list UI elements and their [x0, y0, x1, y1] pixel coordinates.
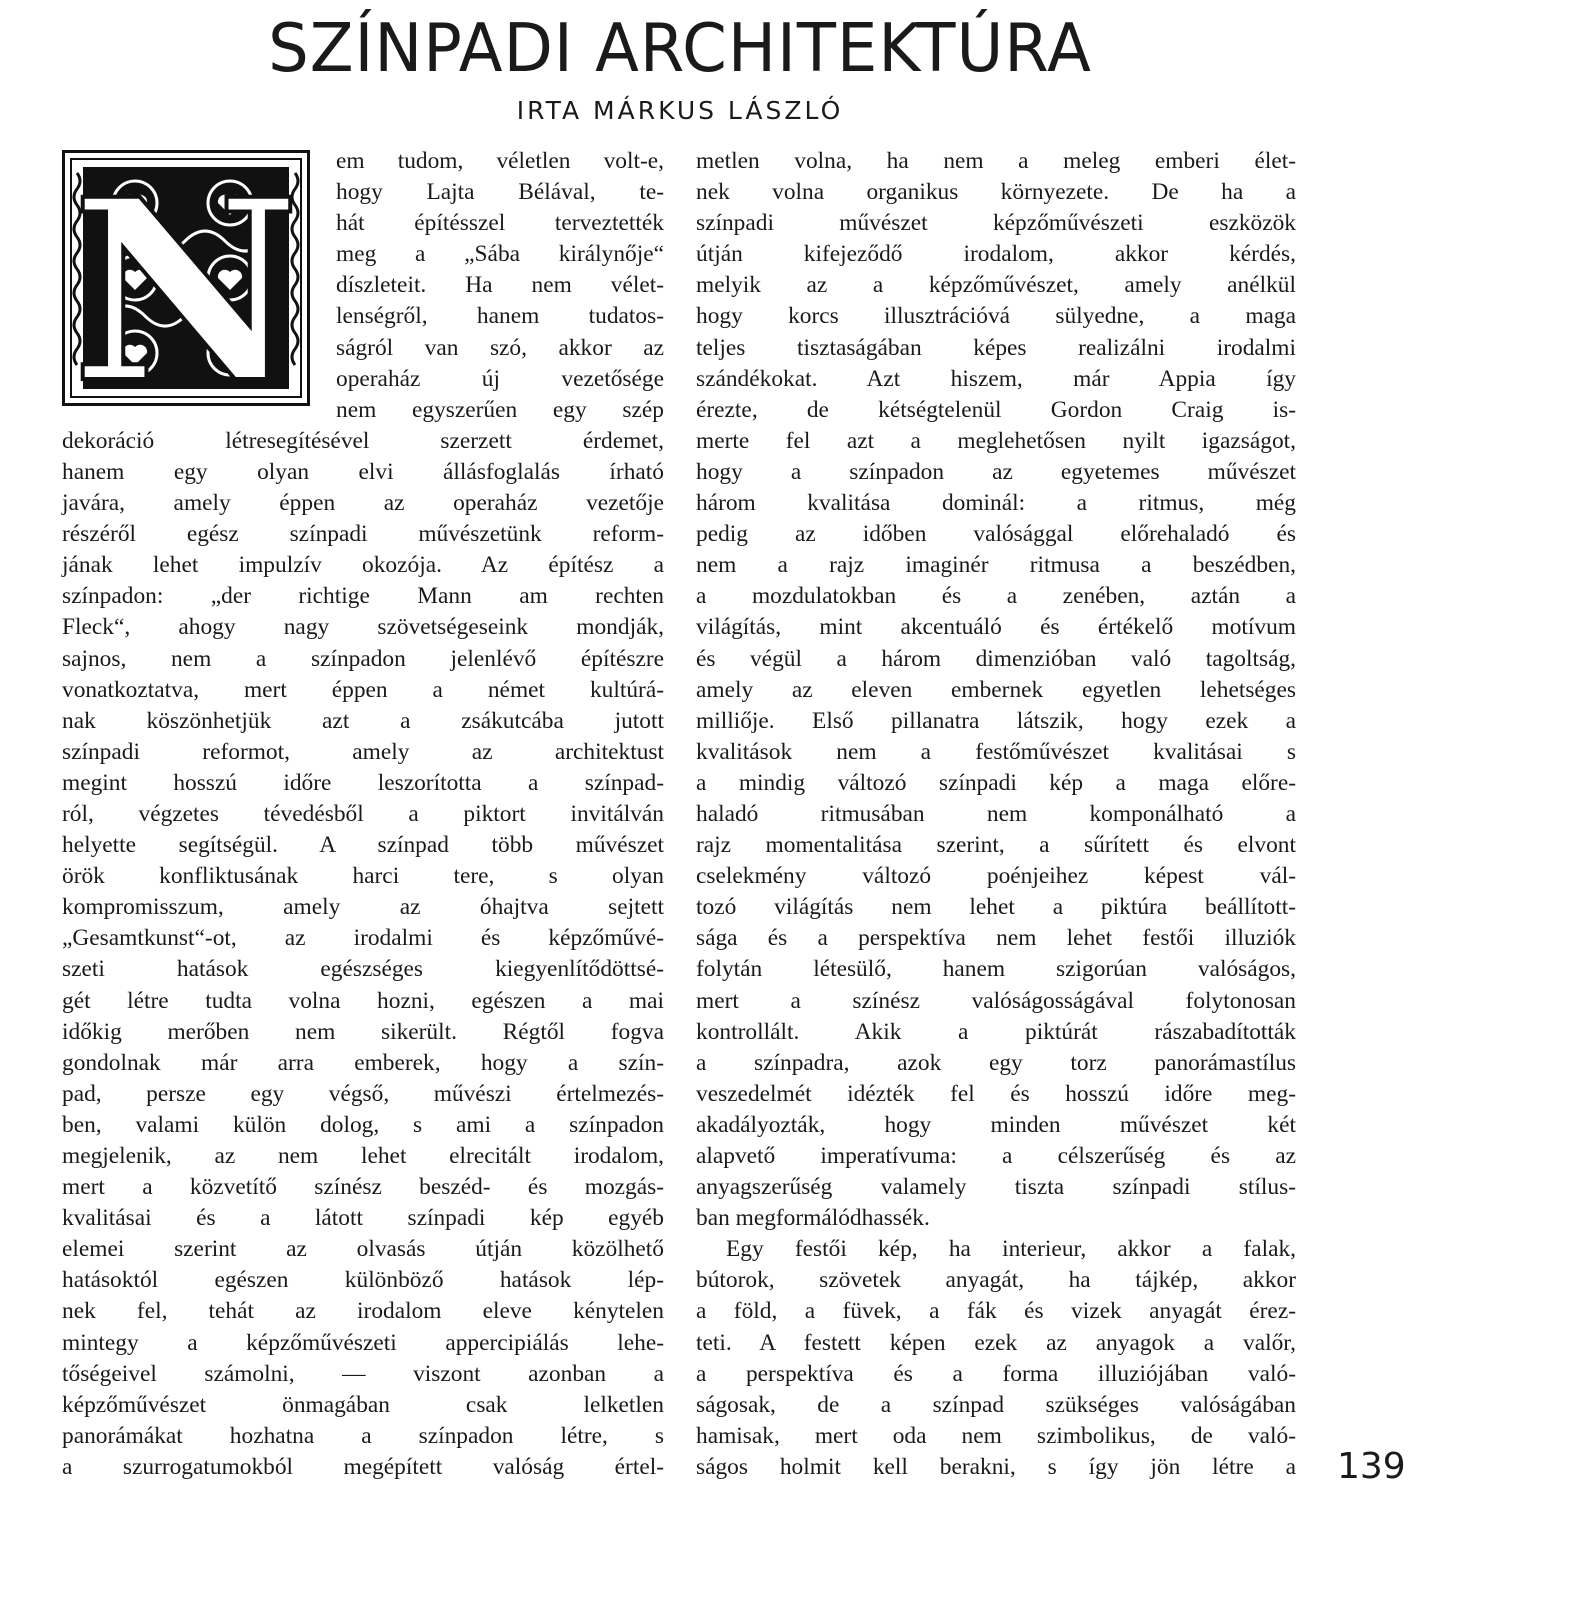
text-line: akadályozták, hogy minden művészet két — [696, 1111, 1296, 1138]
page-number: 139 — [1337, 1446, 1406, 1487]
text-line: hamisak, mert oda nem szimbolikus, de való- — [696, 1422, 1296, 1449]
column-right — [696, 146, 1296, 1483]
text-line: hogy Lajta Bélával, te- — [336, 179, 664, 206]
text-line: metlen volna, ha nem a meleg emberi élet- — [696, 148, 1296, 174]
svg-text:N: N — [71, 153, 301, 403]
text-line: anyagszerűség valamely tiszta színpadi stílus- — [696, 1174, 1296, 1201]
text-line: útján kifejeződő irodalom, akkor kérdés, — [696, 241, 1296, 268]
text-line: világítás, mint akcentuáló és értékelő motívum — [696, 614, 1296, 641]
text-line: díszleteit. Ha nem vélet- — [336, 272, 664, 299]
text-line: veszedelmét idézték fel és hosszú időre meg- — [696, 1080, 1296, 1107]
text-line: milliője. Első pillanatra látszik, hogy ezek a — [696, 707, 1296, 734]
text-line: színpadi művészet képzőművészeti eszközök — [696, 210, 1296, 237]
text-line: ságról van szó, akkor az — [336, 334, 664, 361]
text-line: sajnos, nem a színpadon jelenlévő építészre — [62, 645, 664, 672]
text-line: merte fel azt a meglehetősen nyilt igazságot, — [696, 427, 1296, 454]
text-line: Egy festői kép, ha interieur, akkor a falak, — [726, 1236, 1296, 1263]
text-line: nem egyszerűen egy szép — [336, 396, 664, 423]
text-line: tőségeivel számolni, — viszont azonban a — [62, 1360, 664, 1387]
text-line: a mindig változó színpadi kép a maga előre- — [696, 769, 1296, 796]
text-line: kvalitások nem a festőművészet kvalitásai s — [696, 738, 1296, 765]
text-line: színpadon: „der richtige Mann am rechten — [62, 583, 664, 610]
text-line: helyette segítségül. A színpad több művészet — [62, 832, 664, 859]
text-line: három kvalitása dominál: a ritmus, még — [696, 490, 1296, 517]
text-line: a mozdulatokban és a zenében, aztán a — [696, 583, 1296, 610]
text-line: teljes tisztaságában képes realizálni irodalmi — [696, 334, 1296, 361]
text-line: sága és a perspektíva nem lehet festői illuziók — [696, 925, 1296, 952]
text-line: lenségről, hanem tudatos- — [336, 303, 664, 330]
text-line: folytán létesülő, hanem szigorúan valóságos, — [696, 956, 1296, 983]
text-line: operaház új vezetősége — [336, 365, 664, 392]
text-line: kvalitásai és a látott színpadi kép egyéb — [62, 1205, 664, 1232]
text-line: színpadi reformot, amely az architektust — [62, 738, 664, 765]
text-line: pad, persze egy végső, művészi értelmezés- — [62, 1080, 664, 1107]
text-line: „Gesamtkunst“-ot, az irodalmi és képzőművé- — [62, 925, 664, 952]
text-line: rajz momentalitása szerint, a sűrített és elvont — [696, 832, 1296, 859]
text-line: hogy korcs illusztrációvá sülyedne, a maga — [696, 303, 1296, 330]
text-line: kontrollált. Akik a piktúrát rászabadították — [696, 1018, 1296, 1045]
text-line: hanem egy olyan elvi állásfoglalás írható — [62, 458, 664, 485]
text-line: bútorok, szövetek anyagát, ha tájkép, akkor — [696, 1267, 1296, 1294]
column-left — [62, 146, 664, 1483]
text-line: hogy a színpadon az egyetemes művészet — [696, 458, 1296, 485]
text-line: nem a rajz imaginér ritmusa a beszédben, — [696, 552, 1296, 579]
text-line: haladó ritmusában nem komponálható a — [696, 800, 1296, 827]
text-line: meg a „Sába királynője“ — [336, 241, 664, 268]
text-line: örök konfliktusának harci tere, s olyan — [62, 863, 664, 890]
text-line: teti. A festett képen ezek az anyagok a valőr, — [696, 1329, 1296, 1356]
text-line: jának lehet impulzív okozója. Az építész a — [62, 552, 664, 579]
text-line: nak köszönhetjük azt a zsákutcába jutott — [62, 707, 664, 734]
article-byline: IRTA MÁRKUS LÁSZLÓ — [516, 96, 844, 125]
text-line: hatásoktól egészen különböző hatások lép- — [62, 1267, 664, 1294]
text-line: megint hosszú időre leszorította a színpad- — [62, 769, 664, 796]
text-line: részéről egész színpadi művészetünk reform- — [62, 521, 664, 548]
text-line: érezte, de kétségtelenül Gordon Craig is- — [696, 396, 1296, 423]
text-line: vonatkoztatva, mert éppen a német kultúrá- — [62, 676, 664, 703]
article-title: SZÍNPADI ARCHITEKTÚRA — [268, 10, 1092, 88]
text-line: melyik az a képzőművészet, amely anélkül — [696, 272, 1296, 299]
text-line: panorámákat hozhatna a színpadon létre, s — [62, 1422, 664, 1449]
text-line: és végül a három dimenzióban való tagoltság, — [696, 645, 1296, 672]
text-line: a föld, a füvek, a fák és vizek anyagát érez- — [696, 1298, 1296, 1325]
text-line: mert a közvetítő színész beszéd- és mozgás- — [62, 1174, 664, 1201]
text-line: elemei szerint az olvasás útján közölhető — [62, 1236, 664, 1263]
text-line: a szurrogatumokból megépített valóság értel- — [62, 1453, 664, 1480]
text-line: szeti hatások egészséges kiegyenlítődöttsé- — [62, 956, 664, 983]
text-line: em tudom, véletlen volt-e, — [336, 148, 664, 174]
text-line: alapvető imperatívuma: a célszerűség és az — [696, 1143, 1296, 1169]
text-line: mert a színész valóságosságával folytonosan — [696, 987, 1296, 1014]
text-line: mintegy a képzőművészeti appercipiálás lehe- — [62, 1329, 664, 1356]
text-line: Fleck“, ahogy nagy szövetségeseink mondják, — [62, 614, 664, 641]
text-line: ságosak, de a színpad szükséges valóságában — [696, 1391, 1296, 1418]
text-line: a perspektíva és a forma illuziójában való- — [696, 1360, 1296, 1387]
text-line: ról, végzetes tévedésből a piktort invitálván — [62, 800, 664, 827]
text-line: kompromisszum, amely az óhajtva sejtett — [62, 894, 664, 921]
text-line: nek volna organikus környezete. De ha a — [696, 179, 1296, 206]
text-line: hát építésszel terveztették — [336, 210, 664, 237]
text-line: megjelenik, az nem lehet elrecitált irodalom, — [62, 1143, 664, 1169]
text-line: ben, valami külön dolog, s ami a színpadon — [62, 1111, 664, 1138]
text-line: időkig merőben nem sikerült. Régtől fogva — [62, 1018, 664, 1045]
text-line: gondolnak már arra emberek, hogy a szín- — [62, 1049, 664, 1076]
text-line: a színpadra, azok egy torz panorámastílus — [696, 1049, 1296, 1076]
text-line: nek fel, tehát az irodalom eleve kénytelen — [62, 1298, 664, 1325]
text-line: amely az eleven embernek egyetlen lehetséges — [696, 676, 1296, 703]
text-line: cselekmény változó poénjeihez képest vál- — [696, 863, 1296, 890]
text-line: szándékokat. Azt hiszem, már Appia így — [696, 365, 1296, 392]
text-line: képzőművészet önmagában csak lelketlen — [62, 1391, 664, 1418]
text-line: ban megformálódhassék. — [696, 1205, 930, 1232]
text-line: tozó világítás nem lehet a piktúra beállított- — [696, 894, 1296, 921]
text-line: ságos holmit kell berakni, s így jön létre a — [696, 1453, 1296, 1480]
text-line: javára, amely éppen az operaház vezetője — [62, 490, 664, 517]
text-line: dekoráció létresegítésével szerzett érdemet, — [62, 427, 664, 454]
text-line: pedig az időben valósággal előrehaladó és — [696, 521, 1296, 548]
text-line: gét létre tudta volna hozni, egészen a mai — [62, 987, 664, 1014]
